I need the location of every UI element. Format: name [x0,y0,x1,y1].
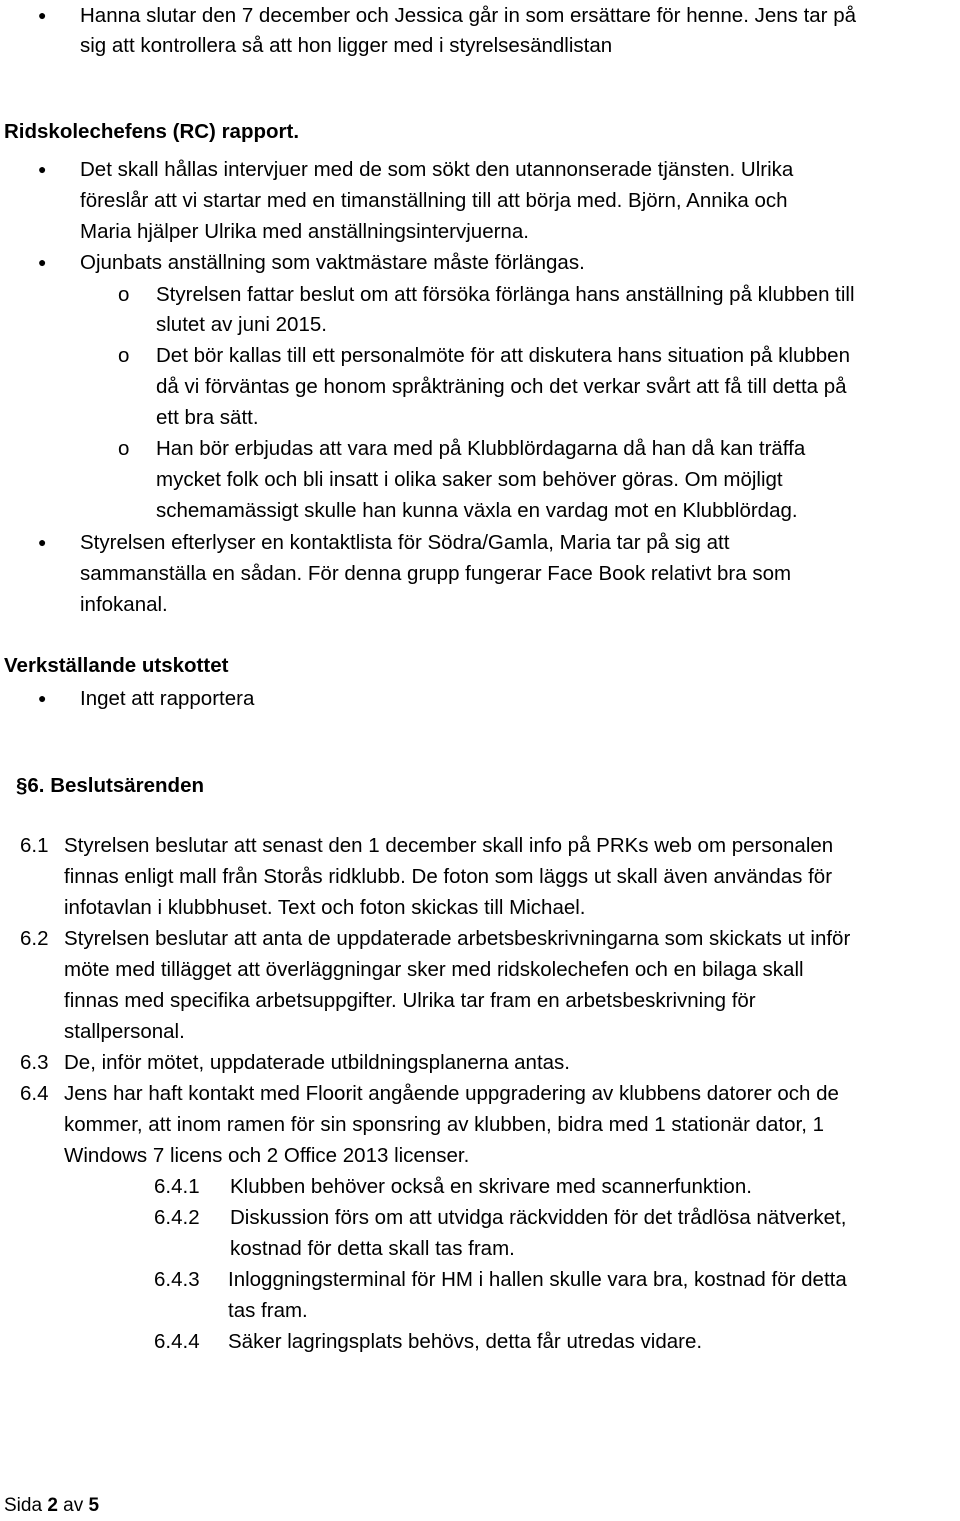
bullet-icon: ● [38,7,47,23]
subitem-number: 6.4.2 [154,1206,200,1229]
paragraph-line: stallpersonal. [64,1020,185,1043]
bullet-icon: ● [38,161,47,177]
circle-bullet-icon: o [118,437,130,460]
paragraph-line: Styrelsen beslutar att senast den 1 december skall info på PRKs web om personalen [64,834,834,857]
footer-page-total: 5 [88,1495,100,1516]
section-heading: §6. Beslutsärenden [16,774,204,797]
paragraph-line: föreslår att vi startar med en timanställning till att börja med. Björn, Annika och [80,189,788,212]
paragraph-line: Jens har haft kontakt med Floorit angående uppgradering av klubbens datorer och de [64,1082,839,1105]
section-heading: Verkställande utskottet [4,654,229,677]
paragraph-line: kommer, att inom ramen för sin sponsring av klubben, bidra med 1 stationär dator, 1 [64,1113,825,1136]
subitem-number: 6.4.1 [154,1175,200,1198]
paragraph-line: Det skall hållas intervjuer med de som sökt den utannonserade tjänsten. Ulrika [80,158,794,181]
paragraph-line: De, inför mötet, uppdaterade utbildningsplanerna antas. [64,1051,571,1074]
paragraph-line: Säker lagringsplats behövs, detta får utredas vidare. [228,1330,703,1353]
paragraph-line: Maria hjälper Ulrika med anställningsintervjuerna. [80,220,529,243]
paragraph-line: finnas enligt mall från Storås ridklubb. De foton som läggs ut skall även användas för [64,865,833,888]
paragraph-line: sammanställa en sådan. För denna grupp fungerar Face Book relativt bra som [80,562,792,585]
paragraph-line: Han bör erbjudas att vara med på Klubblördagarna då han då kan träffa [156,437,806,460]
paragraph-line: finnas med specifika arbetsuppgifter. Ulrika tar fram en arbetsbeskrivning för [64,989,756,1012]
paragraph-line: sig att kontrollera så att hon ligger med i styrelsesändlistan [80,34,613,57]
paragraph-line: Styrelsen beslutar att anta de uppdaterade arbetsbeskrivningarna som skickats ut inför [64,927,851,950]
circle-bullet-icon: o [118,283,130,306]
bullet-icon: ● [38,690,47,706]
paragraph-line: Styrelsen fattar beslut om att försöka förlänga hans anställning på klubben till [156,283,855,306]
paragraph-line: mycket folk och bli insatt i olika saker som behöver göras. Om möjligt [156,468,783,491]
paragraph-line: Windows 7 licens och 2 Office 2013 licenser. [64,1144,470,1167]
item-number: 6.3 [20,1051,49,1074]
item-number: 6.1 [20,834,49,857]
paragraph-line: Det bör kallas till ett personalmöte för att diskutera hans situation på klubben [156,344,850,367]
paragraph-line: Inget att rapportera [80,687,255,710]
paragraph-line: Diskussion förs om att utvidga räckvidden för det trådlösa nätverket, [230,1206,847,1229]
footer-prefix: Sida [4,1495,48,1516]
circle-bullet-icon: o [118,344,130,367]
paragraph-line: infotavlan i klubbhuset. Text och foton skickas till Michael. [64,896,586,919]
paragraph-line: Styrelsen efterlyser en kontaktlista för Södra/Gamla, Maria tar på sig att [80,531,730,554]
paragraph-line: slutet av juni 2015. [156,313,327,336]
section-heading: Ridskolechefens (RC) rapport. [4,120,300,143]
paragraph-line: Ojunbats anställning som vaktmästare måste förlängas. [80,251,585,274]
footer-page-number: 2 [47,1495,58,1516]
item-number: 6.2 [20,927,49,950]
bullet-icon: ● [38,534,47,550]
paragraph-line: ett bra sätt. [156,406,259,429]
paragraph-line: infokanal. [80,593,168,616]
paragraph-line: möte med tillägget att överläggningar sker med ridskolechefen och en bilaga skall [64,958,804,981]
paragraph-line: kostnad för detta skall tas fram. [230,1237,515,1260]
item-number: 6.4 [20,1082,49,1105]
subitem-number: 6.4.3 [154,1268,200,1291]
subitem-number: 6.4.4 [154,1330,200,1353]
paragraph-line: Hanna slutar den 7 december och Jessica går in som ersättare för henne. Jens tar på [80,4,857,27]
paragraph-line: Klubben behöver också en skrivare med scannerfunktion. [230,1175,752,1198]
paragraph-line: Inloggningsterminal för HM i hallen skulle vara bra, kostnad för detta [228,1268,847,1291]
paragraph-line: schemamässigt skulle han kunna växla en vardag mot en Klubblördag. [156,499,798,522]
paragraph-line: tas fram. [228,1299,308,1322]
page-footer [4,1490,99,1521]
footer-mid: av [57,1495,89,1516]
paragraph-line: då vi förväntas ge honom språkträning och det verkar svårt att få till detta på [156,375,847,398]
bullet-icon: ● [38,254,47,270]
